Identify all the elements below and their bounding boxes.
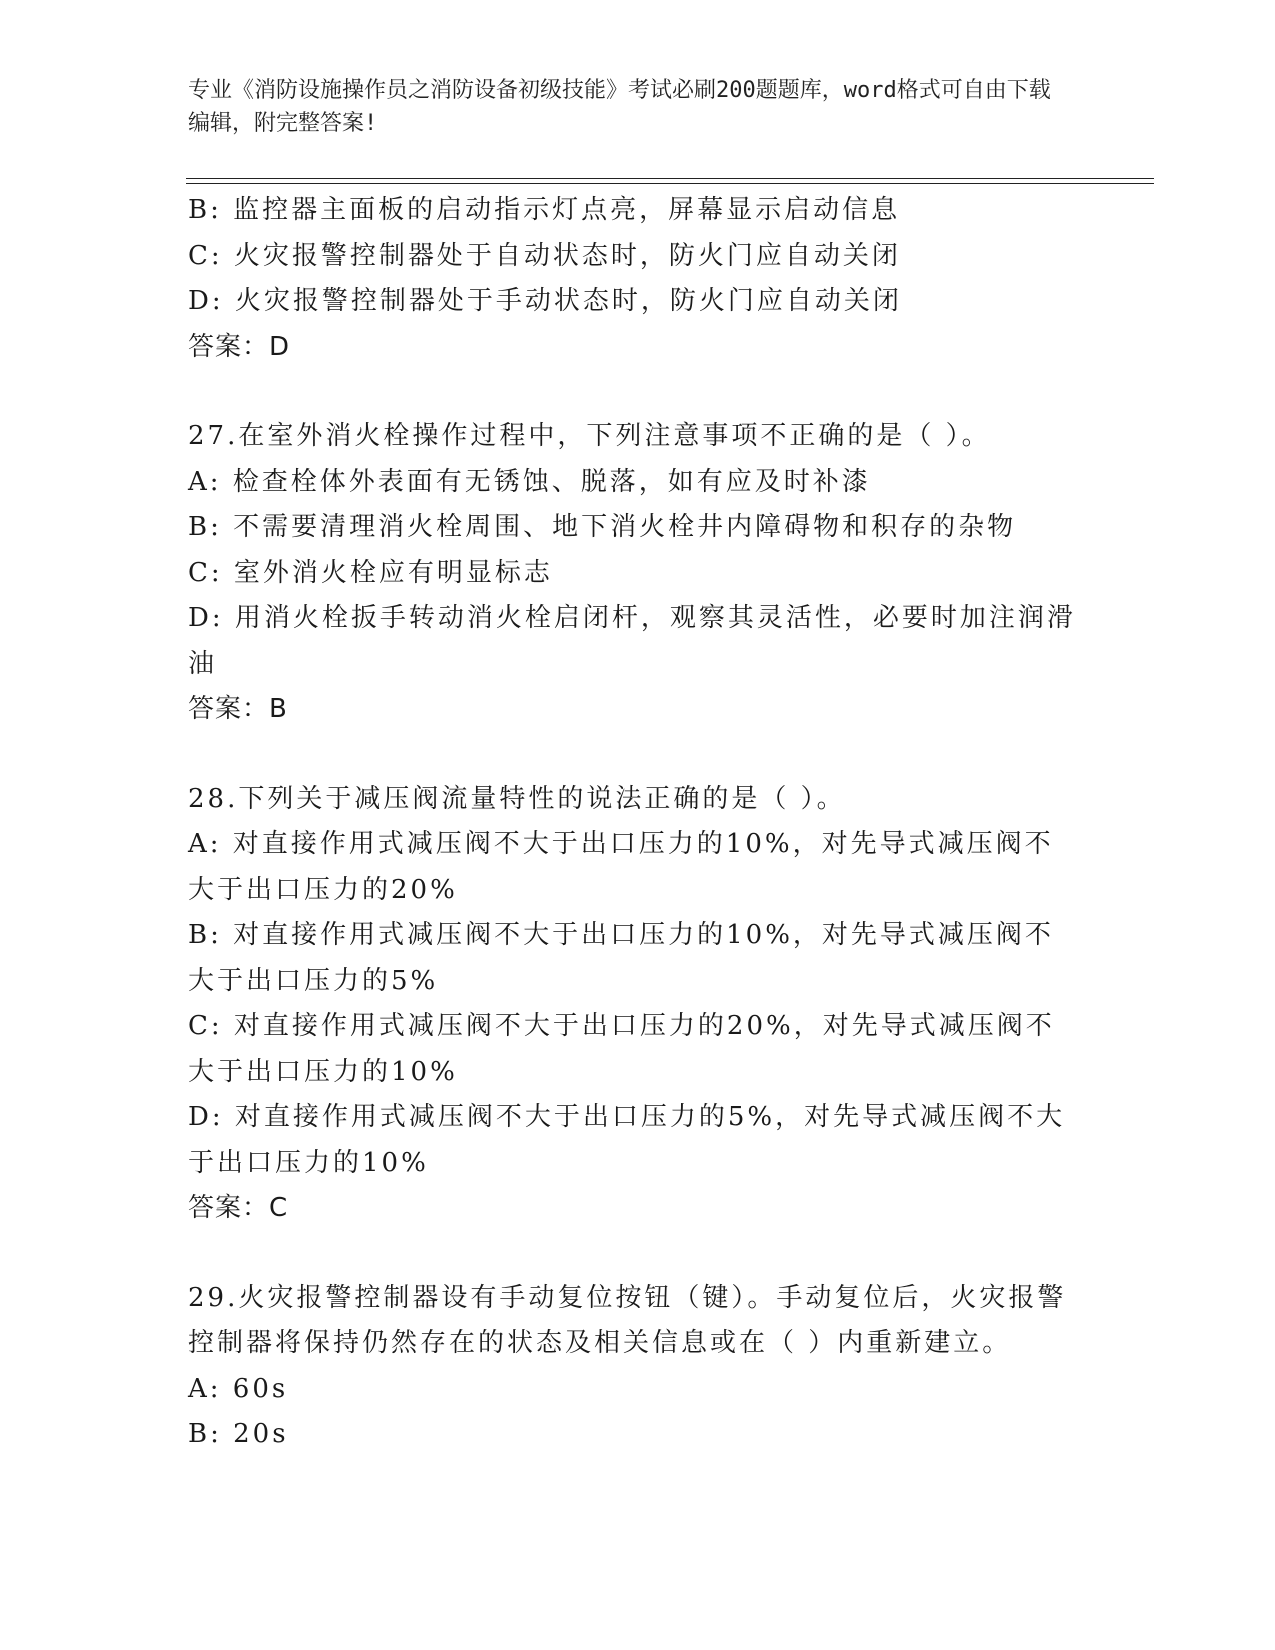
question-text: 27.在室外消火栓操作过程中，下列注意事项不正确的是（ ）。 (188, 421, 991, 451)
option-a: A: 检查栓体外表面有无锈蚀、脱落，如有应及时补漆 (188, 466, 871, 497)
spacer (188, 1232, 1088, 1276)
question-content (188, 188, 1088, 1458)
question-block-27 (188, 414, 1088, 733)
option-b: B: 不需要清理消火栓周围、地下消火栓井内障碍物和积存的杂物 (188, 512, 1017, 542)
spacer (188, 733, 1088, 777)
option-c: C: 室外消火栓应有明显标志 (188, 557, 553, 588)
question-block-28 (188, 777, 1088, 1232)
answer-line: 答案：D (188, 331, 291, 362)
option-d: D: 对直接作用式减压阀不大于出口压力的5%，对先导式减压阀不大于出口压力的10% (188, 1102, 1066, 1178)
question-text: 28.下列关于减压阀流量特性的说法正确的是（ ）。 (188, 783, 846, 814)
option-d: D: 用消火栓扳手转动消火栓启闭杆，观察其灵活性，必要时加注润滑油 (188, 603, 1076, 679)
answer-line: 答案：B (188, 694, 288, 724)
page-header: 专业《消防设施操作员之消防设备初级技能》考试必刷200题题库，word格式可自由下载编辑，附完整答案! (188, 78, 1051, 136)
option-a: A: 对直接作用式减压阀不大于出口压力的10%，对先导式减压阀不大于出口压力的20% (188, 829, 1054, 905)
question-text: 29.火灾报警控制器设有手动复位按钮（键）。手动复位后，火灾报警控制器将保持仍然存在的状态及相关信息或在（ ）内重新建立。 (188, 1282, 1067, 1358)
spacer (188, 370, 1088, 414)
option-b: B: 20s (188, 1419, 289, 1449)
question-block-26 (188, 188, 1088, 370)
option-b: B: 监控器主面板的启动指示灯点亮，屏幕显示启动信息 (188, 195, 901, 225)
question-block-29 (188, 1276, 1088, 1458)
option-d: D: 火灾报警控制器处于手动状态时，防火门应自动关闭 (188, 286, 902, 316)
header-rule-bottom (186, 183, 1154, 184)
header-rule-top (186, 178, 1154, 179)
option-b: B: 对直接作用式减压阀不大于出口压力的10%，对先导式减压阀不大于出口压力的5% (188, 920, 1054, 996)
answer-line: 答案：C (188, 1193, 289, 1223)
option-c: C: 火灾报警控制器处于自动状态时，防火门应自动关闭 (188, 240, 901, 271)
option-c: C: 对直接作用式减压阀不大于出口压力的20%，对先导式减压阀不大于出口压力的10% (188, 1011, 1055, 1087)
option-a: A: 60s (188, 1373, 289, 1404)
